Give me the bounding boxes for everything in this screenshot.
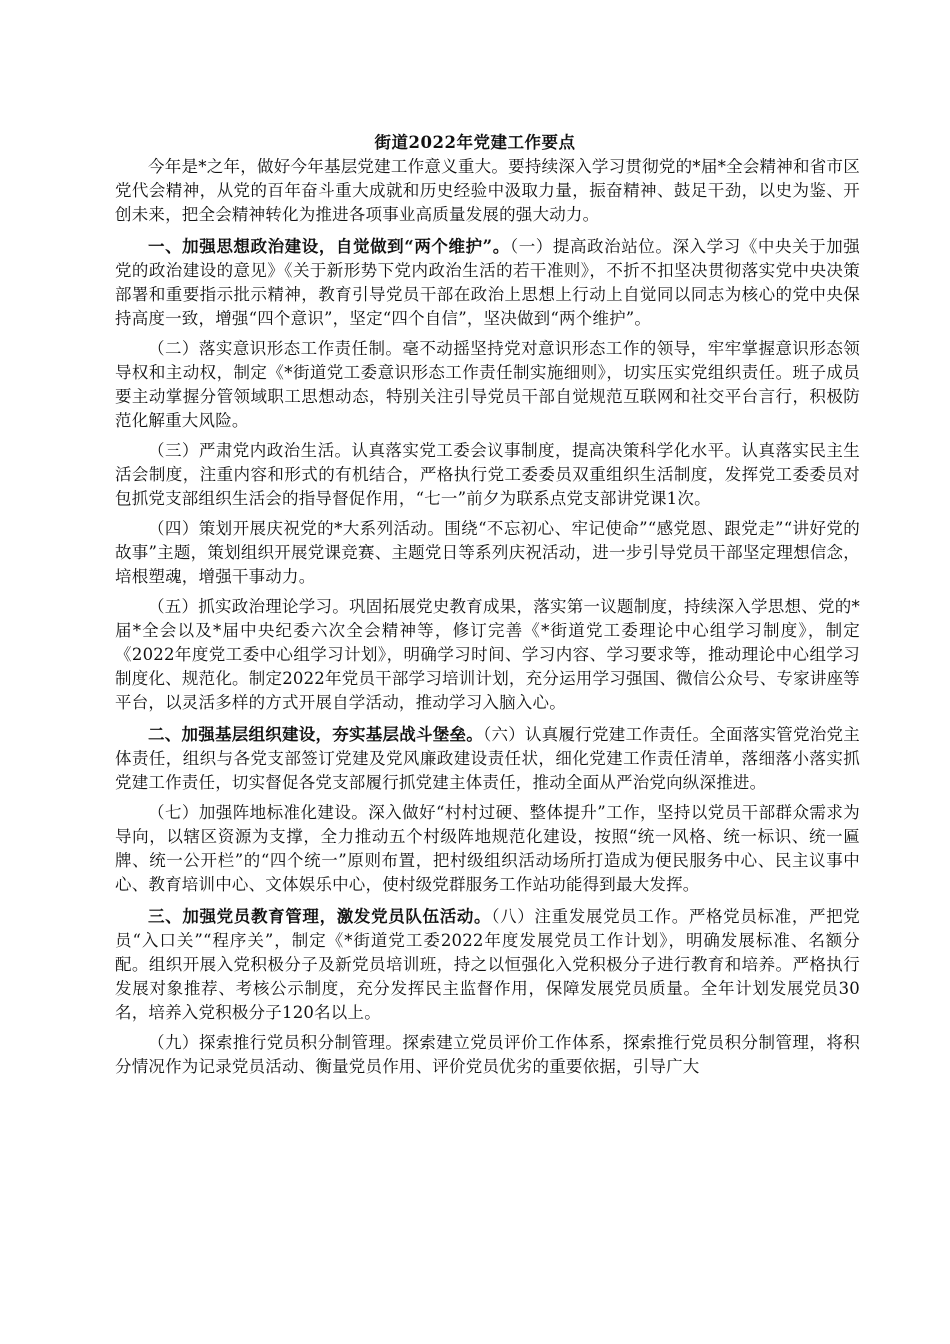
section-1-item-4: （四）策划开展庆祝党的*大系列活动。围绕“不忘初心、牢记使命”“感党恩、跟党走”“讲好党的故事”主题，策划组织开展党课竞赛、主题党日等系列庆祝活动，进一步引导党员干部坚定理想信念，培根塑魂，增强干事动力。 (115, 519, 860, 586)
document-body (115, 155, 860, 1079)
section-1-heading: 一、加强思想政治建设，自觉做到“两个维护”。 (148, 237, 510, 256)
section-3-heading: 三、加强党员教育管理，激发党员队伍活动。 (148, 907, 492, 926)
section-1-item-5: （五）抓实政治理论学习。巩固拓展党史教育成果，落实第一议题制度，持续深入学思想、党的*届*全会以及*届中央纪委六次全会精神等，修订完善《*街道党工委理论中心组学习制度》，制定《2022年度党工委中心组学习计划》，明确学习时间、学习内容、学习要求等，推动理论中心组学习制度化、规范化。制定2022年党员干部学习培训计划，充分运用学习强国、微信公众号、专家讲座等平台，以灵活多样的方式开展自学活动，推动学习入脑入心。 (115, 597, 860, 712)
section-1-first-item: （一）提高政治站位。深入学习《中央关于加强党的政治建设的意见》《关于新形势下党内政治生活的若干准则》，不折不扣坚决贯彻落实党中央决策部署和重要指示批示精神，教育引导党员干部在政治上思想上行动上自觉同以同志为核心的党中央保持高度一致，增强“四个意识”，坚定“四个自信”，坚决做到“两个维护”。 (115, 237, 861, 328)
section-2-heading: 二、加强基层组织建设，夯实基层战斗堡垒。 (148, 725, 484, 744)
section-2-first-item: （六）认真履行党建工作责任。全面落实管党治党主体责任，组织与各党支部签订党建及党风廉政建设责任状，细化党建工作责任清单，落细落小落实抓党建工作责任，切实督促各党支部履行抓党建主体责任，推动全面从严治党向纵深推进。 (115, 725, 861, 792)
document-title: 街道2022年党建工作要点 (374, 133, 576, 152)
section-3-paragraph (115, 905, 860, 1025)
intro-paragraph: 今年是*之年，做好今年基层党建工作意义重大。要持续深入学习贯彻党的*届*全会精神和省市区党代会精神，从党的百年奋斗重大成就和历史经验中汲取力量，振奋精神、鼓足干劲，以史为鉴、开创未来，把全会精神转化为推进各项事业高质量发展的强大动力。 (115, 157, 860, 224)
section-1-paragraph (115, 235, 860, 331)
section-2-paragraph (115, 723, 860, 795)
section-2-item-7: （七）加强阵地标准化建设。深入做好“村村过硬、整体提升”工作，坚持以党员干部群众需求为导向，以辖区资源为支撑，全力推动五个村级阵地规范化建设，按照“统一风格、统一标识、统一匾牌、统一公开栏”的“四个统一”原则布置，把村级组织活动场所打造成为便民服务中心、民主议事中心、教育培训中心、文体娱乐中心，使村级党群服务工作站功能得到最大发挥。 (115, 803, 860, 894)
section-1-item-3: （三）严肃党内政治生活。认真落实党工委会议事制度，提高决策科学化水平。认真落实民主生活会制度，注重内容和形式的有机结合，严格执行党工委委员双重组织生活制度，发挥党工委委员对包抓党支部组织生活会的指导督促作用，“七一”前夕为联系点党支部讲党课1次。 (115, 441, 860, 508)
section-3-first-item: （八）注重发展党员工作。严格党员标准，严把党员“入口关”“程序关”，制定《*街道党工委2022年度发展党员工作计划》，明确发展标准、名额分配。组织开展入党积极分子及新党员培训班，持之以恒强化入党积极分子进行教育和培养。严格执行发展对象推荐、考核公示制度，充分发挥民主监督作用，保障发展党员质量。全年计划发展党员30名，培养入党积极分子120名以上。 (115, 907, 861, 1022)
section-1-item-2: （二）落实意识形态工作责任制。毫不动摇坚持党对意识形态工作的领导，牢牢掌握意识形态领导权和主动权，制定《*街道党工委意识形态工作责任制实施细则》，切实压实党组织责任。班子成员要主动掌握分管领域职工思想动态，特别关注引导党员干部自觉规范互联网和社交平台言行，积极防范化解重大风险。 (115, 339, 860, 430)
section-3-item-9: （九）探索推行党员积分制管理。探索建立党员评价工作体系，探索推行党员积分制管理，将积分情况作为记录党员活动、衡量党员作用、评价党员优劣的重要依据，引导广大 (115, 1033, 860, 1076)
